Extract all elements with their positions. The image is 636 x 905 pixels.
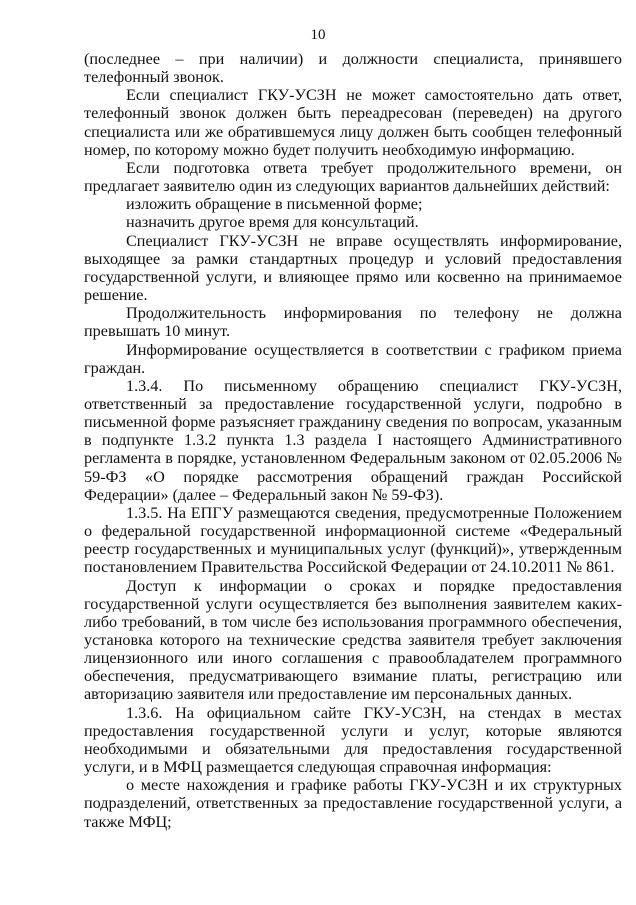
list-item: о месте нахождения и графике работы ГКУ-УСЗН и их структурных подразделений, ответственных за предоставление государственной услуги, а также МФЦ; xyxy=(84,776,622,831)
paragraph: Если специалист ГКУ-УСЗН не может самостоятельно дать ответ, телефонный звонок должен быть переадресован (переведен) на другого специалиста или же обратившемуся лицу должен быть сообщен телефонный номер, по которому можно будет получить необходимую информацию. xyxy=(84,86,622,159)
paragraph-continuation: (последнее – при наличии) и должности специалиста, принявшего телефонный звонок. xyxy=(84,50,622,87)
list-item: изложить обращение в письменной форме; xyxy=(126,195,423,214)
paragraph: Доступ к информации о сроках и порядке предоставления государственной услуги осуществляется без выполнения заявителем каких-либо требований, в том числе без использования программного обеспечения, установка которого на технические средства заявителя требует заключения лицензионного или иного соглашения с правообладателем программного обеспечения, предусматривающего взимание платы, регистрацию или авторизацию заявителя или предоставление им персональных данных. xyxy=(84,576,622,704)
paragraph-clause-1-3-5: 1.3.5. На ЕПГУ размещаются сведения, предусмотренные Положением о федеральной государственной информационной системе «Федеральный реестр государственных и муниципальных услуг (функций)», утвержденным постановлением Правительства Российской Федерации от 24.10.2011 № 861. xyxy=(84,503,622,577)
paragraph: Если подготовка ответа требует продолжительного времени, он предлагает заявителю один из следующих вариантов дальнейших действий: xyxy=(84,158,622,196)
page-number: 10 xyxy=(310,27,326,43)
document-body xyxy=(84,50,622,831)
paragraph: Специалист ГКУ-УСЗН не вправе осуществлять информирование, выходящее за рамки стандартных процедур и условий предоставления государственной услуги, и влияющее прямо или косвенно на принимаемое решение. xyxy=(84,231,622,305)
paragraph: Продолжительность информирования по телефону не должна превышать 10 минут. xyxy=(84,304,622,341)
list-item: назначить другое время для консультаций. xyxy=(126,213,419,232)
paragraph: Информирование осуществляется в соответствии с графиком приема граждан. xyxy=(84,340,622,377)
paragraph-clause-1-3-4: 1.3.4. По письменному обращению специалист ГКУ-УСЗН, ответственный за предоставление государственной услуги, подробно в письменной форме разъясняет гражданину сведения по вопросам, указанным в подпункте 1.3.2 пункта 1.3 раздела I настоящего Административного регламента в порядке, установленном Федеральным законом от 02.05.2006 № 59-ФЗ «О порядке рассмотрения обращений граждан Российской Федерации» (далее – Федеральный закон № 59-ФЗ). xyxy=(84,376,622,504)
paragraph-clause-1-3-6: 1.3.6. На официальном сайте ГКУ-УСЗН, на стендах в местах предоставления государственной услуги и услуг, которые являются необходимыми и обязательными для предоставления государственной услуги, и в МФЦ размещается следующая справочная информация: xyxy=(84,703,622,777)
